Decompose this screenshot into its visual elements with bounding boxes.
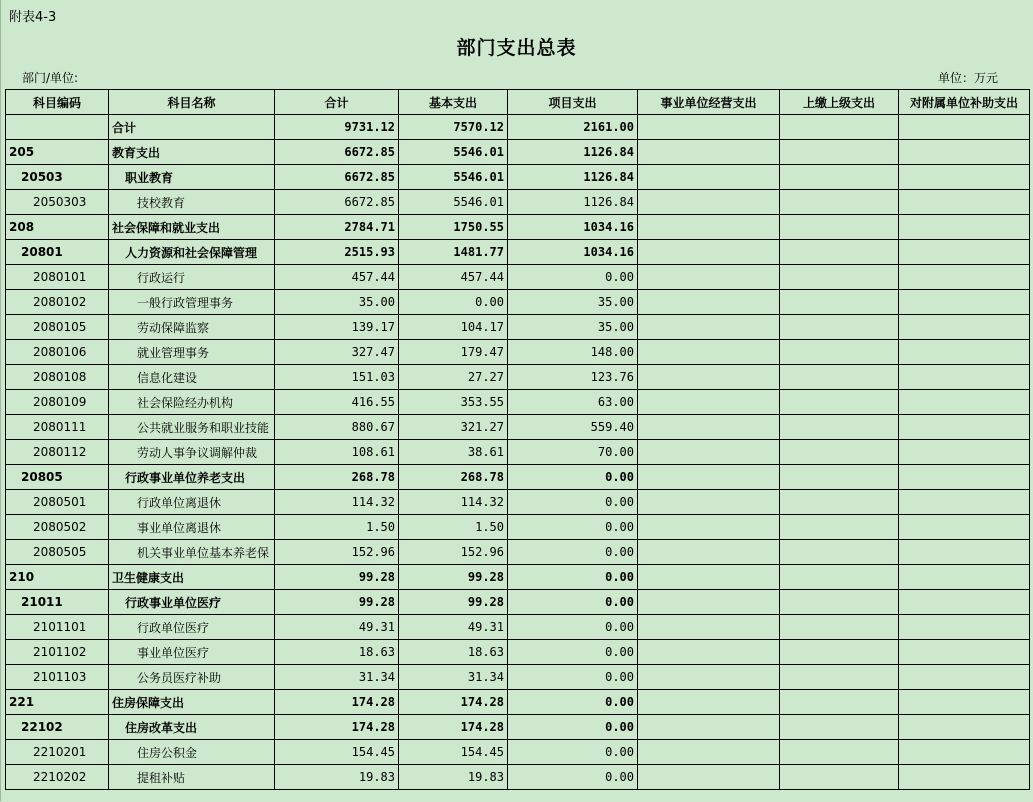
cell-project[interactable]: 63.00 bbox=[508, 390, 638, 415]
cell-basic[interactable]: 152.96 bbox=[399, 540, 508, 565]
cell-project[interactable]: 123.76 bbox=[508, 365, 638, 390]
cell-project[interactable]: 1126.84 bbox=[508, 140, 638, 165]
cell-business[interactable] bbox=[638, 165, 780, 190]
cell-basic[interactable]: 174.28 bbox=[399, 690, 508, 715]
header-project[interactable]: 项目支出 bbox=[508, 90, 638, 115]
cell-total[interactable]: 6672.85 bbox=[275, 190, 399, 215]
cell-total[interactable]: 2784.71 bbox=[275, 215, 399, 240]
cell-code[interactable]: 2080111 bbox=[6, 415, 109, 440]
header-code[interactable]: 科目编码 bbox=[6, 90, 109, 115]
cell-basic[interactable]: 27.27 bbox=[399, 365, 508, 390]
cell-upper[interactable] bbox=[780, 690, 899, 715]
cell-upper[interactable] bbox=[780, 265, 899, 290]
cell-basic[interactable]: 457.44 bbox=[399, 265, 508, 290]
cell-name[interactable]: 职业教育 bbox=[109, 165, 275, 190]
cell-business[interactable] bbox=[638, 215, 780, 240]
cell-name[interactable]: 劳动人事争议调解仲裁 bbox=[109, 440, 275, 465]
cell-total[interactable]: 108.61 bbox=[275, 440, 399, 465]
cell-subsidy[interactable] bbox=[899, 665, 1030, 690]
header-business[interactable]: 事业单位经营支出 bbox=[638, 90, 780, 115]
table-row bbox=[6, 765, 1030, 790]
cell-total[interactable]: 139.17 bbox=[275, 315, 399, 340]
cell-code[interactable]: 2080112 bbox=[6, 440, 109, 465]
cell-upper[interactable] bbox=[780, 465, 899, 490]
cell-upper[interactable] bbox=[780, 540, 899, 565]
cell-project[interactable]: 0.00 bbox=[508, 540, 638, 565]
cell-business[interactable] bbox=[638, 540, 780, 565]
cell-name[interactable]: 机关事业单位基本养老保 bbox=[109, 540, 275, 565]
cell-total[interactable]: 880.67 bbox=[275, 415, 399, 440]
empty-bottom-row bbox=[5, 789, 1029, 802]
cell-total[interactable]: 152.96 bbox=[275, 540, 399, 565]
cell-name[interactable]: 社会保险经办机构 bbox=[109, 390, 275, 415]
cell-total[interactable]: 2515.93 bbox=[275, 240, 399, 265]
cell-total[interactable]: 35.00 bbox=[275, 290, 399, 315]
cell-subsidy[interactable] bbox=[899, 315, 1030, 340]
cell-name[interactable]: 卫生健康支出 bbox=[109, 565, 275, 590]
cell-total[interactable]: 154.45 bbox=[275, 740, 399, 765]
cell-total[interactable]: 114.32 bbox=[275, 490, 399, 515]
table-row bbox=[6, 115, 1030, 140]
cell-subsidy[interactable] bbox=[899, 215, 1030, 240]
cell-business[interactable] bbox=[638, 265, 780, 290]
cell-upper[interactable] bbox=[780, 640, 899, 665]
cell-business[interactable] bbox=[638, 615, 780, 640]
cell-upper[interactable] bbox=[780, 390, 899, 415]
cell-code[interactable]: 20503 bbox=[6, 165, 109, 190]
cell-code[interactable]: 2101102 bbox=[6, 640, 109, 665]
cell-code[interactable]: 221 bbox=[6, 690, 109, 715]
cell-basic[interactable]: 114.32 bbox=[399, 490, 508, 515]
cell-business[interactable] bbox=[638, 340, 780, 365]
cell-upper[interactable] bbox=[780, 740, 899, 765]
cell-project[interactable]: 70.00 bbox=[508, 440, 638, 465]
cell-project[interactable]: 0.00 bbox=[508, 640, 638, 665]
cell-name[interactable]: 信息化建设 bbox=[109, 365, 275, 390]
table-row bbox=[6, 240, 1030, 265]
cell-business[interactable] bbox=[638, 765, 780, 790]
cell-name[interactable]: 技校教育 bbox=[109, 190, 275, 215]
cell-basic[interactable]: 154.45 bbox=[399, 740, 508, 765]
cell-upper[interactable] bbox=[780, 565, 899, 590]
cell-code[interactable]: 20801 bbox=[6, 240, 109, 265]
table-row bbox=[6, 390, 1030, 415]
sheet-left-border bbox=[0, 0, 1, 801]
cell-name[interactable]: 就业管理事务 bbox=[109, 340, 275, 365]
cell-subsidy[interactable] bbox=[899, 615, 1030, 640]
cell-name[interactable]: 行政单位医疗 bbox=[109, 615, 275, 640]
cell-name[interactable]: 公共就业服务和职业技能 bbox=[109, 415, 275, 440]
cell-subsidy[interactable] bbox=[899, 365, 1030, 390]
header-total[interactable]: 合计 bbox=[275, 90, 399, 115]
cell-project[interactable]: 1034.16 bbox=[508, 240, 638, 265]
table-row bbox=[6, 440, 1030, 465]
cell-business[interactable] bbox=[638, 665, 780, 690]
cell-subsidy[interactable] bbox=[899, 340, 1030, 365]
cell-name[interactable]: 劳动保障监察 bbox=[109, 315, 275, 340]
cell-basic[interactable]: 321.27 bbox=[399, 415, 508, 440]
cell-basic[interactable]: 179.47 bbox=[399, 340, 508, 365]
sheet-reference: 附表4-3 bbox=[9, 10, 57, 25]
cell-code[interactable]: 22102 bbox=[6, 715, 109, 740]
cell-total[interactable]: 416.55 bbox=[275, 390, 399, 415]
table-row bbox=[6, 140, 1030, 165]
cell-basic[interactable]: 49.31 bbox=[399, 615, 508, 640]
cell-name[interactable]: 教育支出 bbox=[109, 140, 275, 165]
cell-basic[interactable]: 31.34 bbox=[399, 665, 508, 690]
table-row bbox=[6, 540, 1030, 565]
cell-name[interactable]: 事业单位医疗 bbox=[109, 640, 275, 665]
cell-business[interactable] bbox=[638, 440, 780, 465]
cell-business[interactable] bbox=[638, 640, 780, 665]
cell-total[interactable]: 49.31 bbox=[275, 615, 399, 640]
cell-code[interactable]: 2080502 bbox=[6, 515, 109, 540]
cell-basic[interactable]: 99.28 bbox=[399, 590, 508, 615]
cell-subsidy[interactable] bbox=[899, 165, 1030, 190]
cell-code[interactable]: 20805 bbox=[6, 465, 109, 490]
cell-project[interactable]: 1126.84 bbox=[508, 190, 638, 215]
cell-code[interactable]: 2101103 bbox=[6, 665, 109, 690]
cell-name[interactable]: 一般行政管理事务 bbox=[109, 290, 275, 315]
table-row bbox=[6, 690, 1030, 715]
cell-upper[interactable] bbox=[780, 115, 899, 140]
table-row bbox=[6, 165, 1030, 190]
table-row bbox=[6, 465, 1030, 490]
cell-code[interactable]: 2210202 bbox=[6, 765, 109, 790]
cell-upper[interactable] bbox=[780, 290, 899, 315]
cell-basic[interactable]: 18.63 bbox=[399, 640, 508, 665]
cell-project[interactable]: 0.00 bbox=[508, 665, 638, 690]
cell-total[interactable]: 99.28 bbox=[275, 590, 399, 615]
cell-business[interactable] bbox=[638, 240, 780, 265]
cell-business[interactable] bbox=[638, 515, 780, 540]
cell-code[interactable]: 208 bbox=[6, 215, 109, 240]
cell-project[interactable]: 0.00 bbox=[508, 765, 638, 790]
cell-name[interactable]: 住房保障支出 bbox=[109, 690, 275, 715]
cell-business[interactable] bbox=[638, 565, 780, 590]
cell-business[interactable] bbox=[638, 315, 780, 340]
cell-project[interactable]: 559.40 bbox=[508, 415, 638, 440]
cell-code[interactable]: 2080108 bbox=[6, 365, 109, 390]
cell-upper[interactable] bbox=[780, 165, 899, 190]
cell-subsidy[interactable] bbox=[899, 240, 1030, 265]
cell-upper[interactable] bbox=[780, 665, 899, 690]
table-row bbox=[6, 515, 1030, 540]
cell-business[interactable] bbox=[638, 715, 780, 740]
table-row bbox=[6, 215, 1030, 240]
cell-upper[interactable] bbox=[780, 140, 899, 165]
cell-project[interactable]: 148.00 bbox=[508, 340, 638, 365]
header-name[interactable]: 科目名称 bbox=[109, 90, 275, 115]
cell-basic[interactable]: 19.83 bbox=[399, 765, 508, 790]
cell-subsidy[interactable] bbox=[899, 390, 1030, 415]
page-title: 部门支出总表 bbox=[456, 37, 577, 59]
cell-total[interactable]: 174.28 bbox=[275, 690, 399, 715]
table-row bbox=[6, 315, 1030, 340]
cell-business[interactable] bbox=[638, 490, 780, 515]
cell-basic[interactable]: 5546.01 bbox=[399, 190, 508, 215]
table-row bbox=[6, 290, 1030, 315]
cell-basic[interactable]: 1750.55 bbox=[399, 215, 508, 240]
table-row bbox=[6, 715, 1030, 740]
cell-subsidy[interactable] bbox=[899, 565, 1030, 590]
cell-name[interactable]: 行政事业单位养老支出 bbox=[109, 465, 275, 490]
table-row bbox=[6, 565, 1030, 590]
cell-upper[interactable] bbox=[780, 365, 899, 390]
cell-total[interactable]: 18.63 bbox=[275, 640, 399, 665]
header-upper[interactable]: 上缴上级支出 bbox=[780, 90, 899, 115]
cell-subsidy[interactable] bbox=[899, 715, 1030, 740]
cell-name[interactable]: 住房公积金 bbox=[109, 740, 275, 765]
cell-name[interactable]: 住房改革支出 bbox=[109, 715, 275, 740]
cell-project[interactable]: 0.00 bbox=[508, 515, 638, 540]
cell-code[interactable]: 2080109 bbox=[6, 390, 109, 415]
cell-code[interactable]: 2080101 bbox=[6, 265, 109, 290]
table-row bbox=[6, 665, 1030, 690]
cell-total[interactable]: 151.03 bbox=[275, 365, 399, 390]
cell-name[interactable]: 人力资源和社会保障管理 bbox=[109, 240, 275, 265]
cell-name[interactable]: 行政单位离退休 bbox=[109, 490, 275, 515]
cell-basic[interactable]: 99.28 bbox=[399, 565, 508, 590]
cell-total[interactable]: 268.78 bbox=[275, 465, 399, 490]
cell-business[interactable] bbox=[638, 390, 780, 415]
cell-business[interactable] bbox=[638, 740, 780, 765]
table-row bbox=[6, 590, 1030, 615]
table-row bbox=[6, 190, 1030, 215]
unit-label: 单位：万元 bbox=[937, 71, 998, 85]
cell-upper[interactable] bbox=[780, 765, 899, 790]
cell-upper[interactable] bbox=[780, 340, 899, 365]
cell-total[interactable]: 327.47 bbox=[275, 340, 399, 365]
cell-upper[interactable] bbox=[780, 515, 899, 540]
cell-project[interactable]: 35.00 bbox=[508, 315, 638, 340]
expenditure-table bbox=[5, 89, 1030, 790]
cell-basic[interactable]: 268.78 bbox=[399, 465, 508, 490]
cell-subsidy[interactable] bbox=[899, 115, 1030, 140]
cell-upper[interactable] bbox=[780, 315, 899, 340]
cell-business[interactable] bbox=[638, 290, 780, 315]
table-row bbox=[6, 640, 1030, 665]
cell-project[interactable]: 35.00 bbox=[508, 290, 638, 315]
cell-name[interactable]: 行政运行 bbox=[109, 265, 275, 290]
table-row bbox=[6, 265, 1030, 290]
cell-code[interactable]: 210 bbox=[6, 565, 109, 590]
table-row bbox=[6, 415, 1030, 440]
cell-name[interactable]: 社会保障和就业支出 bbox=[109, 215, 275, 240]
cell-subsidy[interactable] bbox=[899, 640, 1030, 665]
table-row bbox=[6, 490, 1030, 515]
cell-code[interactable]: 2080106 bbox=[6, 340, 109, 365]
cell-code[interactable]: 2050303 bbox=[6, 190, 109, 215]
cell-code[interactable]: 2080505 bbox=[6, 540, 109, 565]
cell-code[interactable]: 205 bbox=[6, 140, 109, 165]
cell-basic[interactable]: 353.55 bbox=[399, 390, 508, 415]
cell-upper[interactable] bbox=[780, 590, 899, 615]
cell-basic[interactable]: 7570.12 bbox=[399, 115, 508, 140]
cell-subsidy[interactable] bbox=[899, 515, 1030, 540]
cell-subsidy[interactable] bbox=[899, 440, 1030, 465]
table-row bbox=[6, 365, 1030, 390]
cell-name[interactable]: 行政事业单位医疗 bbox=[109, 590, 275, 615]
cell-project[interactable]: 0.00 bbox=[508, 740, 638, 765]
cell-subsidy[interactable] bbox=[899, 740, 1030, 765]
cell-upper[interactable] bbox=[780, 415, 899, 440]
cell-subsidy[interactable] bbox=[899, 540, 1030, 565]
cell-code[interactable]: 2080105 bbox=[6, 315, 109, 340]
cell-code[interactable]: 2210201 bbox=[6, 740, 109, 765]
cell-business[interactable] bbox=[638, 140, 780, 165]
cell-basic[interactable]: 1481.77 bbox=[399, 240, 508, 265]
cell-upper[interactable] bbox=[780, 215, 899, 240]
department-label: 部门/单位: bbox=[22, 71, 79, 85]
cell-business[interactable] bbox=[638, 190, 780, 215]
cell-upper[interactable] bbox=[780, 190, 899, 215]
cell-project[interactable]: 0.00 bbox=[508, 690, 638, 715]
cell-business[interactable] bbox=[638, 590, 780, 615]
cell-project[interactable]: 0.00 bbox=[508, 615, 638, 640]
cell-project[interactable]: 0.00 bbox=[508, 490, 638, 515]
cell-project[interactable]: 1034.16 bbox=[508, 215, 638, 240]
cell-basic[interactable]: 104.17 bbox=[399, 315, 508, 340]
cell-project[interactable]: 1126.84 bbox=[508, 165, 638, 190]
cell-business[interactable] bbox=[638, 465, 780, 490]
table-row bbox=[6, 615, 1030, 640]
cell-business[interactable] bbox=[638, 115, 780, 140]
cell-business[interactable] bbox=[638, 365, 780, 390]
cell-project[interactable]: 0.00 bbox=[508, 265, 638, 290]
cell-project[interactable]: 0.00 bbox=[508, 590, 638, 615]
cell-upper[interactable] bbox=[780, 440, 899, 465]
cell-subsidy[interactable] bbox=[899, 190, 1030, 215]
cell-total[interactable]: 99.28 bbox=[275, 565, 399, 590]
cell-basic[interactable]: 5546.01 bbox=[399, 165, 508, 190]
cell-subsidy[interactable] bbox=[899, 415, 1030, 440]
cell-upper[interactable] bbox=[780, 715, 899, 740]
cell-code[interactable] bbox=[6, 115, 109, 140]
cell-subsidy[interactable] bbox=[899, 290, 1030, 315]
cell-name[interactable]: 公务员医疗补助 bbox=[109, 665, 275, 690]
cell-upper[interactable] bbox=[780, 240, 899, 265]
table-row bbox=[6, 340, 1030, 365]
cell-subsidy[interactable] bbox=[899, 140, 1030, 165]
cell-code[interactable]: 2101101 bbox=[6, 615, 109, 640]
cell-code[interactable]: 2080102 bbox=[6, 290, 109, 315]
cell-upper[interactable] bbox=[780, 615, 899, 640]
cell-basic[interactable]: 5546.01 bbox=[399, 140, 508, 165]
header-row bbox=[6, 90, 1030, 115]
cell-business[interactable] bbox=[638, 415, 780, 440]
cell-subsidy[interactable] bbox=[899, 690, 1030, 715]
cell-project[interactable]: 0.00 bbox=[508, 565, 638, 590]
cell-upper[interactable] bbox=[780, 490, 899, 515]
cell-subsidy[interactable] bbox=[899, 765, 1030, 790]
cell-subsidy[interactable] bbox=[899, 590, 1030, 615]
cell-basic[interactable]: 0.00 bbox=[399, 290, 508, 315]
cell-total[interactable]: 19.83 bbox=[275, 765, 399, 790]
cell-project[interactable]: 2161.00 bbox=[508, 115, 638, 140]
cell-code[interactable]: 21011 bbox=[6, 590, 109, 615]
cell-name[interactable]: 事业单位离退休 bbox=[109, 515, 275, 540]
cell-code[interactable]: 2080501 bbox=[6, 490, 109, 515]
header-subsidy[interactable]: 对附属单位补助支出 bbox=[899, 90, 1030, 115]
cell-subsidy[interactable] bbox=[899, 465, 1030, 490]
cell-name[interactable]: 提租补贴 bbox=[109, 765, 275, 790]
cell-basic[interactable]: 174.28 bbox=[399, 715, 508, 740]
cell-total[interactable]: 9731.12 bbox=[275, 115, 399, 140]
cell-total[interactable]: 1.50 bbox=[275, 515, 399, 540]
cell-project[interactable]: 0.00 bbox=[508, 465, 638, 490]
cell-total[interactable]: 457.44 bbox=[275, 265, 399, 290]
header-basic[interactable]: 基本支出 bbox=[399, 90, 508, 115]
cell-name[interactable]: 合计 bbox=[109, 115, 275, 140]
cell-business[interactable] bbox=[638, 690, 780, 715]
cell-total[interactable]: 6672.85 bbox=[275, 165, 399, 190]
cell-basic[interactable]: 38.61 bbox=[399, 440, 508, 465]
cell-subsidy[interactable] bbox=[899, 265, 1030, 290]
cell-total[interactable]: 174.28 bbox=[275, 715, 399, 740]
cell-total[interactable]: 6672.85 bbox=[275, 140, 399, 165]
table-row bbox=[6, 740, 1030, 765]
cell-subsidy[interactable] bbox=[899, 490, 1030, 515]
cell-project[interactable]: 0.00 bbox=[508, 715, 638, 740]
cell-total[interactable]: 31.34 bbox=[275, 665, 399, 690]
cell-basic[interactable]: 1.50 bbox=[399, 515, 508, 540]
